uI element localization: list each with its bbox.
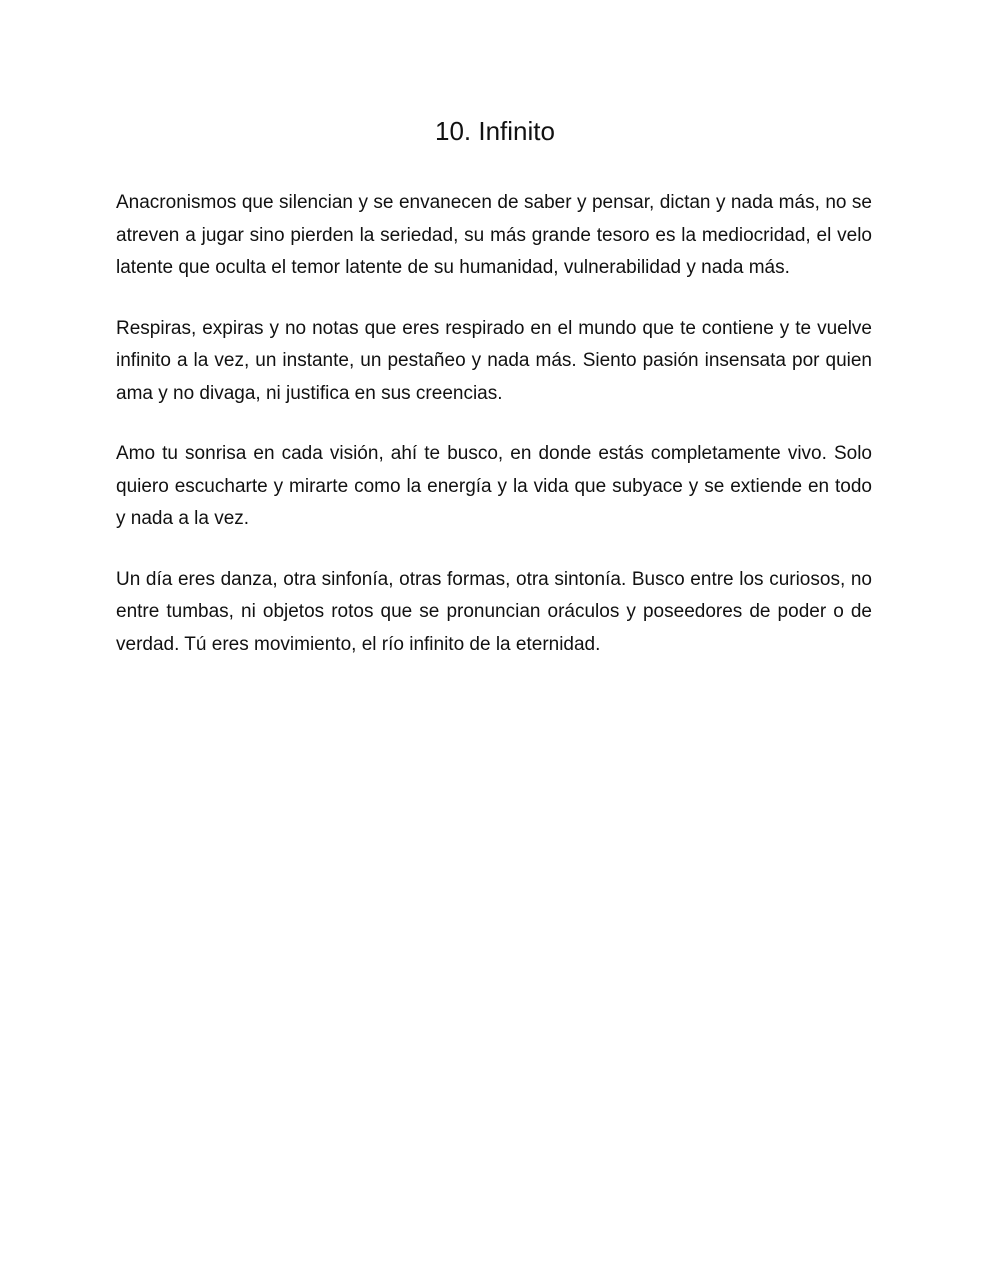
paragraph-3: Amo tu sonrisa en cada visión, ahí te busco, en donde estás completamente vivo. Solo quiero escucharte y mirarte como la energía y la vida que subyace y se extiende en todo y nada a la vez. [116,443,872,529]
paragraph-2: Respiras, expiras y no notas que eres respirado en el mundo que te contiene y te vuelve infinito a la vez, un instante, un pestañeo y nada más. Siento pasión insensata por quien ama y no divaga, ni justifica en sus creencias. [116,317,872,404]
document-body [116,187,872,689]
paragraph-1: Anacronismos que silencian y se envanecen de saber y pensar, dictan y nada más, no se atreven a jugar sino pierden la seriedad, su más grande tesoro es la mediocridad, el velo latente que oculta el temor latente de su humanidad, vulnerabilidad y nada más. [116,192,872,278]
page-title: 10. Infinito [435,116,555,146]
paragraph-4: Un día eres danza, otra sinfonía, otras formas, otra sintonía. Busco entre los curiosos, no entre tumbas, ni objetos rotos que se pronuncian oráculos y poseedores de poder o de verdad. Tú eres movimiento, el río infinito de la eternidad. [116,568,872,655]
